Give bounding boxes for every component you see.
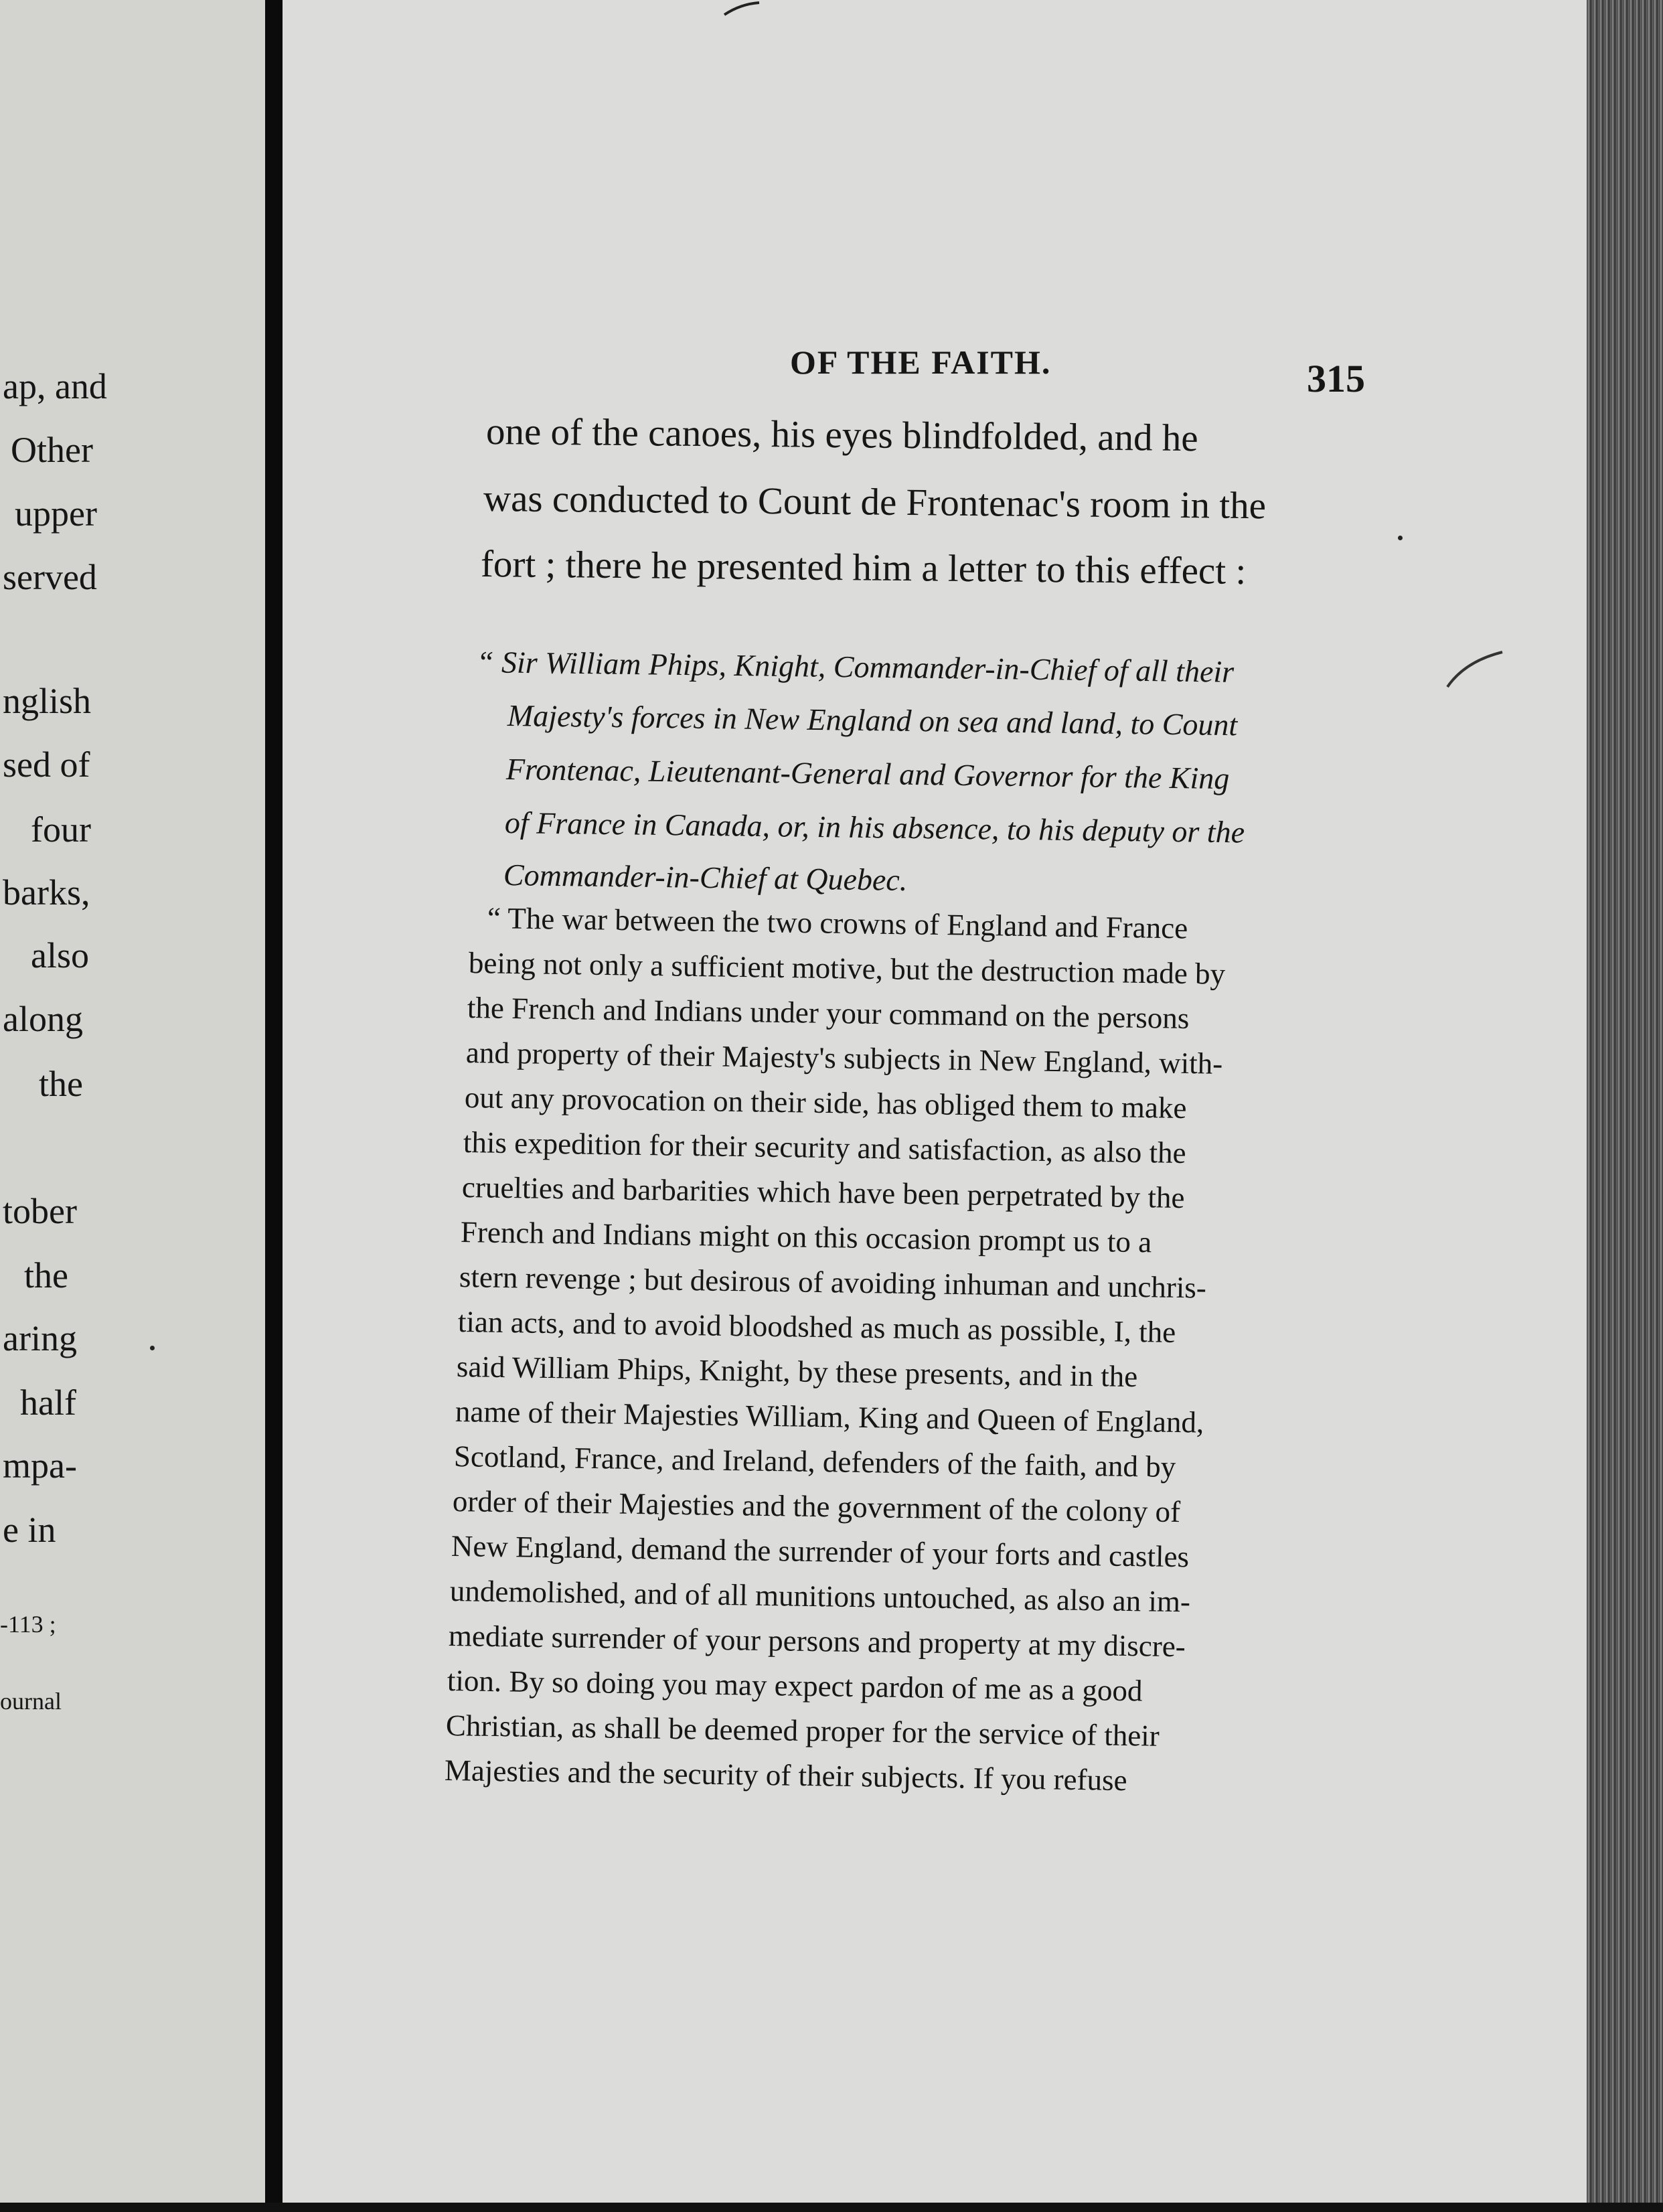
left-page-note: -113 ; bbox=[0, 1611, 56, 1638]
scan-mark bbox=[1445, 649, 1505, 690]
letter-body-line: name of their Majesties William, King and Queen of England, bbox=[455, 1395, 1204, 1439]
letter-address-line: “ Sir William Phips, Knight, Commander-in-Chief of all their bbox=[476, 645, 1235, 689]
left-page-line: Other bbox=[11, 430, 93, 470]
letter-body-line: “ The war between the two crowns of England and France bbox=[487, 901, 1188, 945]
left-page-line: served bbox=[3, 557, 97, 597]
letter-body-line: tion. By so doing you may expect pardon of me as a good bbox=[447, 1664, 1143, 1708]
left-page-line: upper bbox=[15, 493, 97, 534]
running-header: OF THE FAITH. bbox=[790, 343, 1052, 381]
left-page-line: also bbox=[31, 935, 89, 975]
left-page-fragment bbox=[0, 0, 268, 2212]
letter-body-line: undemolished, and of all munitions untouched, as also an im- bbox=[449, 1574, 1191, 1619]
letter-body-line: and property of their Majesty's subjects in New England, with- bbox=[465, 1036, 1223, 1081]
letter-body-line: Majesties and the security of their subjects. If you refuse bbox=[444, 1753, 1127, 1798]
letter-body-line: Christian, as shall be deemed proper for the service of their bbox=[445, 1709, 1160, 1753]
left-page-line: along bbox=[3, 999, 83, 1039]
left-page-line: the bbox=[39, 1064, 83, 1104]
letter-body-line: this expedition for their security and satisfaction, as also the bbox=[463, 1125, 1186, 1170]
main-text-line: fort ; there he presented him a letter to this effect : bbox=[480, 543, 1247, 592]
letter-address-line: Frontenac, Lieutenant-General and Governor for the King bbox=[505, 752, 1230, 796]
left-page-line: e in bbox=[3, 1510, 56, 1550]
letter-body-line: cruelties and barbarities which have been perpetrated by the bbox=[461, 1170, 1185, 1215]
left-page-line: four bbox=[31, 809, 91, 850]
letter-body-line: mediate surrender of your persons and property at my discre- bbox=[448, 1619, 1186, 1664]
letter-body-line: tian acts, and to avoid bloodshed as much as possible, I, the bbox=[457, 1305, 1176, 1349]
left-page-line: mpa- bbox=[3, 1445, 77, 1486]
letter-body-line: the French and Indians under your command on the persons bbox=[467, 991, 1190, 1035]
left-page-line: half bbox=[20, 1382, 76, 1423]
page-number: 315 bbox=[1307, 357, 1365, 400]
letter-body-line: being not only a sufficient motive, but the destruction made by bbox=[468, 946, 1226, 991]
page-fore-edge bbox=[1587, 0, 1663, 2212]
left-page-note: ournal bbox=[0, 1688, 62, 1715]
main-text-line: was conducted to Count de Frontenac's room in the bbox=[483, 477, 1267, 528]
left-page-line: the bbox=[24, 1255, 68, 1295]
letter-body-line: said William Phips, Knight, by these presents, and in the bbox=[456, 1350, 1138, 1394]
left-page-line: aring bbox=[3, 1318, 77, 1358]
letter-body-line: Scotland, France, and Ireland, defenders of the faith, and by bbox=[453, 1439, 1176, 1484]
letter-address-line: of France in Canada, or, in his absence, to his deputy or the bbox=[504, 805, 1245, 850]
letter-body-line: out any provocation on their side, has obliged them to make bbox=[464, 1081, 1187, 1125]
main-text-line: one of the canoes, his eyes blindfolded, and he bbox=[485, 410, 1198, 460]
left-page-line: tober bbox=[3, 1191, 77, 1231]
left-page-line: ap, and bbox=[3, 366, 107, 406]
letter-body-line: stern revenge ; but desirous of avoiding inhuman and unchris- bbox=[459, 1260, 1207, 1305]
scan-bottom-edge bbox=[0, 2203, 1663, 2212]
scan-dot bbox=[150, 1346, 155, 1350]
letter-body-line: order of their Majesties and the government of the colony of bbox=[452, 1484, 1181, 1529]
scan-mark bbox=[722, 0, 762, 20]
book-gutter bbox=[265, 0, 283, 2212]
left-page-line: nglish bbox=[3, 681, 92, 721]
letter-address-line: Majesty's forces in New England on sea and land, to Count bbox=[507, 698, 1238, 742]
left-page-line: barks, bbox=[3, 872, 90, 913]
scan-dot bbox=[1398, 536, 1403, 540]
letter-body-line: New England, demand the surrender of your forts and castles bbox=[451, 1529, 1190, 1574]
letter-body-line: French and Indians might on this occasion prompt us to a bbox=[460, 1215, 1152, 1259]
left-page-line: sed of bbox=[3, 744, 90, 785]
letter-address-line: Commander-in-Chief at Quebec. bbox=[503, 858, 908, 897]
